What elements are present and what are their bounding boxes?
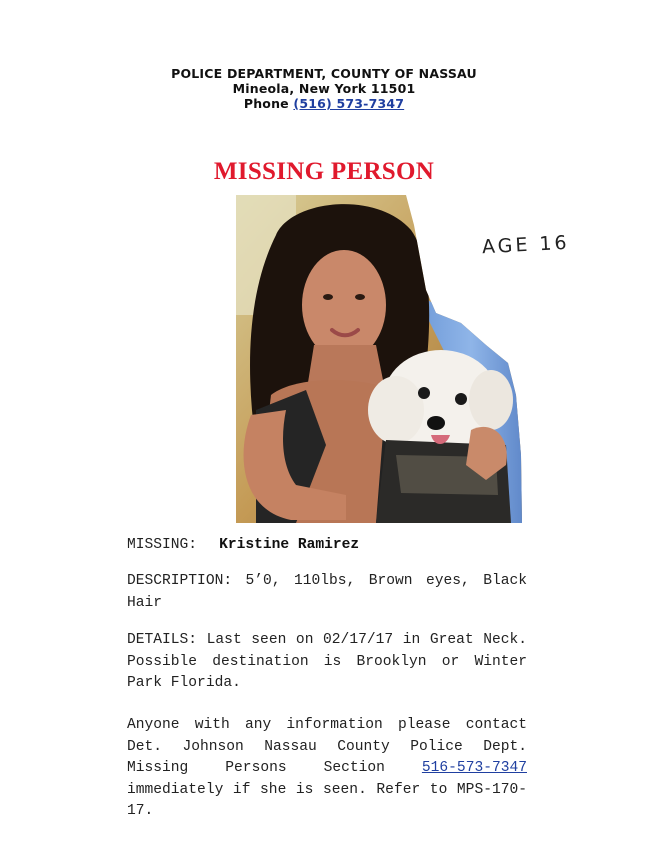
department-phone-link[interactable]: (516) 573-7347	[293, 96, 405, 111]
description-label: DESCRIPTION:	[127, 573, 233, 589]
missing-person-name: Kristine Ramirez	[219, 537, 360, 553]
page-title: MISSING PERSON	[213, 158, 435, 185]
contact-paragraph	[127, 715, 527, 823]
phone-label: Phone	[243, 96, 289, 111]
missing-label: MISSING:	[127, 537, 198, 553]
description-text: 5’0, 110lbs, Brown eyes, Black Hair	[127, 573, 528, 611]
missing-line	[127, 535, 527, 557]
details-label: DETAILS:	[127, 632, 198, 648]
letterhead	[0, 66, 648, 111]
details-text: Last seen on 02/17/17 in Great Neck. Possible destination is Brooklyn or Winter Park Florida.	[127, 632, 527, 691]
details-paragraph	[127, 630, 527, 695]
description-paragraph	[127, 571, 527, 614]
handwritten-age-note: AGE 16	[481, 231, 571, 259]
contact-text-after: immediately if she is seen. Refer to MPS-170-17.	[127, 781, 527, 819]
contact-phone-link[interactable]: 516-573-7347	[421, 760, 527, 776]
department-phone-line	[0, 96, 648, 111]
department-address: Mineola, New York 11501	[232, 81, 416, 96]
contact-text-before: Anyone with any information please contact Det. Johnson Nassau County Police Dept. Missing Persons Section	[127, 717, 527, 776]
department-name: POLICE DEPARTMENT, COUNTY OF NASSAU	[171, 66, 477, 81]
